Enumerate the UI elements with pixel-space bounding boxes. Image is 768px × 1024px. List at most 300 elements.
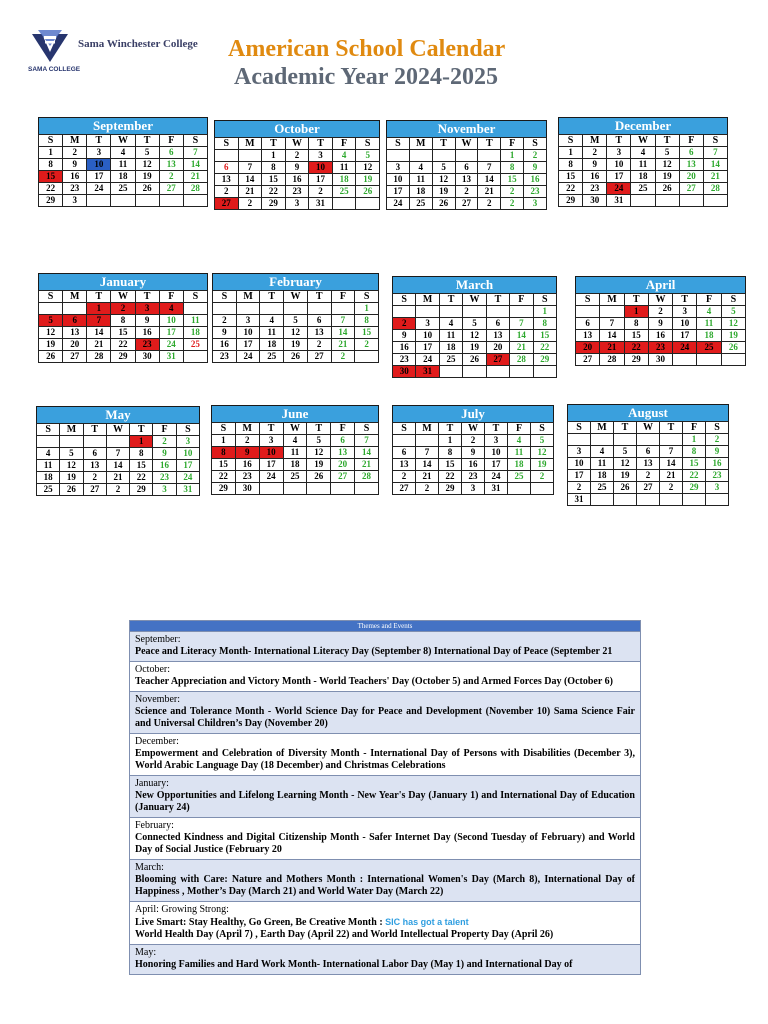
week-row [39,195,208,207]
week-row [215,198,380,210]
day-header: S [213,291,237,303]
day-cell: 4 [260,315,284,327]
day-cell: 2 [462,435,485,447]
month-name: June [211,405,379,422]
day-cell: 4 [409,162,432,174]
day-cell [486,306,509,318]
day-header: S [533,294,556,306]
day-cell: 7 [510,318,533,330]
day-header: T [260,291,284,303]
month-march [392,276,557,378]
day-cell: 15 [262,174,286,186]
day-cell: 2 [238,198,262,210]
school-name: Sama Winchester College [78,38,198,50]
day-cell: 8 [683,446,706,458]
day-cell: 31 [607,195,631,207]
day-cell [703,195,727,207]
day-cell: 21 [331,339,355,351]
day-cell: 5 [356,150,380,162]
day-cell: 23 [213,351,237,363]
day-header: W [648,294,672,306]
day-cell [111,195,135,207]
day-cell: 6 [83,448,106,460]
day-cell: 15 [624,330,648,342]
theme-month: September: [135,634,181,645]
day-cell [679,195,703,207]
week-row [387,174,547,186]
week-row [568,482,729,494]
day-cell: 3 [176,436,199,448]
day-cell: 3 [259,435,283,447]
day-header: T [259,423,283,435]
day-cell: 4 [697,306,721,318]
day-cell: 15 [559,171,583,183]
week-row [39,327,208,339]
day-header: M [409,138,432,150]
day-cell [260,303,284,315]
day-cell: 17 [236,339,260,351]
day-cell [87,195,111,207]
day-cell: 13 [331,447,355,459]
day-cell [159,195,183,207]
theme-row [130,691,640,733]
day-cell [531,483,554,495]
day-header: S [183,291,207,303]
day-cell: 31 [485,483,508,495]
day-cell: 9 [213,327,237,339]
day-cell: 3 [462,483,485,495]
day-header: S [176,424,199,436]
day-cell: 2 [648,306,672,318]
week-row [576,342,746,354]
day-cell: 21 [416,471,439,483]
day-cell: 7 [478,162,501,174]
day-cell: 3 [568,446,591,458]
day-cell: 6 [159,147,183,159]
day-header: W [111,291,135,303]
day-cell: 9 [63,159,87,171]
day-cell: 15 [683,458,706,470]
day-header: S [212,423,236,435]
week-row [568,494,729,506]
day-cell: 1 [130,436,153,448]
day-cell: 18 [591,470,614,482]
day-cell: 3 [485,435,508,447]
day-cell: 11 [508,447,531,459]
theme-row [130,661,640,691]
day-cell: 14 [87,327,111,339]
day-cell: 22 [559,183,583,195]
day-cell: 5 [135,147,159,159]
day-cell: 3 [524,198,547,210]
day-cell: 17 [259,459,283,471]
theme-month: May: [135,947,157,958]
day-cell [660,434,683,446]
day-cell: 14 [355,447,379,459]
day-cell: 27 [215,198,239,210]
day-cell: 8 [624,318,648,330]
page-subtitle: Academic Year 2024-2025 [234,64,498,90]
day-cell: 17 [159,327,183,339]
day-cell: 11 [439,330,462,342]
day-cell: 31 [176,484,199,496]
day-header: F [159,291,183,303]
week-row [215,162,380,174]
day-cell: 6 [307,315,331,327]
day-cell [660,494,683,506]
day-cell: 27 [637,482,660,494]
day-cell: 22 [439,471,462,483]
day-cell: 10 [309,162,333,174]
day-header: T [655,135,679,147]
theme-text: Teacher Appreciation and Victory Month - World Teachers' Day (October 5) and Armed Forces Day (October 6) [135,676,613,687]
day-header: W [463,294,486,306]
month-name: September [38,117,208,134]
day-cell: 14 [600,330,624,342]
day-cell: 12 [614,458,637,470]
theme-highlight: SIC has got a talent [382,917,469,927]
day-cell: 24 [416,354,439,366]
day-header: T [87,291,111,303]
day-cell: 2 [416,483,439,495]
day-cell: 18 [697,330,721,342]
day-header: F [501,138,524,150]
day-cell: 10 [87,159,111,171]
theme-row [130,631,640,661]
day-cell: 28 [703,183,727,195]
day-cell [697,354,721,366]
day-cell: 9 [583,159,607,171]
day-cell: 7 [703,147,727,159]
day-cell: 24 [176,472,199,484]
day-cell: 17 [87,171,111,183]
week-row [393,342,557,354]
day-cell: 15 [355,327,379,339]
day-cell: 3 [673,306,697,318]
day-cell: 15 [39,171,63,183]
day-cell: 10 [387,174,410,186]
day-header: S [721,294,745,306]
month-may [36,406,200,496]
day-header: M [600,294,624,306]
day-cell: 7 [416,447,439,459]
day-cell: 6 [455,162,478,174]
day-header: M [238,138,262,150]
day-cell [416,435,439,447]
month-december [558,117,728,207]
day-cell: 27 [331,471,355,483]
day-cell: 5 [463,318,486,330]
week-row [39,171,208,183]
theme-month: February: [135,820,174,831]
day-cell: 20 [331,459,355,471]
day-cell: 11 [183,315,207,327]
day-cell: 3 [706,482,729,494]
day-cell: 2 [331,351,355,363]
day-cell [721,354,745,366]
themes-heading: Themes and Events [130,621,640,631]
day-header: T [439,423,462,435]
day-cell [215,150,239,162]
day-cell: 20 [486,342,509,354]
day-header: T [673,294,697,306]
day-header: W [283,423,307,435]
day-cell: 1 [39,147,63,159]
month-table [36,423,200,496]
week-row [568,446,729,458]
day-cell: 21 [87,339,111,351]
day-cell: 4 [37,448,60,460]
week-row [568,434,729,446]
day-header: S [576,294,600,306]
day-cell: 3 [309,150,333,162]
month-february [212,273,379,363]
month-november [386,120,547,210]
day-cell: 10 [607,159,631,171]
day-cell: 3 [416,318,439,330]
day-header: M [591,422,614,434]
day-cell [463,306,486,318]
day-cell: 7 [87,315,111,327]
day-cell: 22 [111,339,135,351]
week-row [213,339,379,351]
day-cell: 1 [87,303,111,315]
day-cell: 28 [510,354,533,366]
day-cell: 14 [703,159,727,171]
month-name: February [212,273,379,290]
day-cell: 26 [60,484,83,496]
day-cell: 15 [439,459,462,471]
week-row [559,183,728,195]
theme-month: April: Growing Strong: [135,904,229,915]
day-cell: 16 [213,339,237,351]
day-cell: 18 [37,472,60,484]
month-name: April [575,276,746,293]
day-cell [393,306,416,318]
theme-text: Empowerment and Celebration of Diversity Month - International Day of Persons with Disabilities (December 3), World Arabic Language Day (18 December) and Christmas Celebrations [135,748,635,771]
day-cell: 2 [478,198,501,210]
day-cell: 15 [130,460,153,472]
day-cell: 25 [183,339,207,351]
day-cell: 9 [706,446,729,458]
day-cell: 18 [409,186,432,198]
month-name: July [392,405,554,422]
month-october [214,120,380,210]
theme-text: Connected Kindness and Digital Citizenship Month - Safer Internet Day (Second Tuesday of February) and World Day of Social Justice (February 20 [135,832,635,855]
day-cell: 26 [721,342,745,354]
day-cell [183,303,207,315]
day-cell: 24 [236,351,260,363]
theme-text: New Opportunities and Lifelong Learning Month - New Year's Day (January 1) and International Day of Education (January 24) [135,790,635,813]
day-cell: 11 [409,174,432,186]
month-april [575,276,746,366]
month-name: December [558,117,728,134]
day-cell: 16 [63,171,87,183]
week-row [39,303,208,315]
day-cell: 2 [213,315,237,327]
day-cell [439,366,462,378]
day-cell: 16 [235,459,259,471]
day-cell [478,150,501,162]
week-row [393,366,557,378]
day-cell: 29 [262,198,286,210]
day-header: T [309,138,333,150]
day-cell: 5 [655,147,679,159]
week-row [393,318,557,330]
day-cell [533,366,556,378]
day-header: M [60,424,83,436]
day-cell: 12 [432,174,455,186]
week-row [387,186,547,198]
day-cell [332,198,356,210]
day-cell: 26 [432,198,455,210]
day-cell: 25 [260,351,284,363]
theme-month: March: [135,862,164,873]
day-cell: 4 [631,147,655,159]
day-cell: 19 [307,459,331,471]
day-cell: 28 [183,183,207,195]
day-cell: 1 [262,150,286,162]
day-cell: 18 [439,342,462,354]
themes-events-table [129,620,641,975]
day-cell: 9 [648,318,672,330]
day-cell: 14 [660,458,683,470]
day-header: T [135,291,159,303]
school-crest-icon [28,28,72,64]
day-cell: 7 [660,446,683,458]
day-cell: 24 [259,471,283,483]
day-header: M [235,423,259,435]
day-header: S [393,294,416,306]
day-cell: 7 [183,147,207,159]
day-header: F [679,135,703,147]
day-cell [238,150,262,162]
day-cell: 28 [600,354,624,366]
day-cell: 12 [135,159,159,171]
week-row [393,435,554,447]
day-cell: 14 [106,460,129,472]
day-cell: 26 [135,183,159,195]
day-cell [486,366,509,378]
day-cell: 8 [212,447,236,459]
day-cell: 11 [631,159,655,171]
day-cell [614,434,637,446]
day-cell: 15 [533,330,556,342]
month-name: January [38,273,208,290]
day-cell [83,436,106,448]
day-cell: 27 [393,483,416,495]
day-cell [510,306,533,318]
day-cell: 20 [679,171,703,183]
day-header: S [559,135,583,147]
day-cell [591,434,614,446]
day-cell: 31 [309,198,333,210]
theme-month: November: [135,694,180,705]
day-cell [60,436,83,448]
month-august [567,404,729,506]
day-cell: 26 [284,351,308,363]
week-row [213,315,379,327]
day-cell: 25 [508,471,531,483]
day-cell: 18 [183,327,207,339]
day-cell: 5 [721,306,745,318]
month-january [38,273,208,363]
day-cell [576,306,600,318]
day-cell: 21 [510,342,533,354]
month-table [211,422,379,495]
day-header: S [39,135,63,147]
week-row [37,460,200,472]
month-july [392,405,554,495]
day-cell: 31 [568,494,591,506]
day-header: W [631,135,655,147]
day-cell: 23 [153,472,176,484]
day-cell: 2 [215,186,239,198]
day-cell [259,483,283,495]
day-header: W [462,423,485,435]
day-cell: 11 [37,460,60,472]
day-cell: 16 [285,174,309,186]
day-cell [37,436,60,448]
day-cell: 10 [259,447,283,459]
day-cell: 2 [355,339,379,351]
day-header: S [531,423,554,435]
day-cell: 22 [130,472,153,484]
day-cell: 28 [87,351,111,363]
day-cell: 30 [648,354,672,366]
day-cell: 24 [87,183,111,195]
day-cell: 2 [83,472,106,484]
day-cell: 26 [307,471,331,483]
day-cell: 1 [355,303,379,315]
day-header: S [703,135,727,147]
day-cell [283,483,307,495]
day-cell: 25 [37,484,60,496]
theme-text: Honoring Families and Hard Work Month- International Labor Day (May 1) and International Day of [135,959,573,970]
day-cell: 22 [533,342,556,354]
day-cell: 8 [262,162,286,174]
day-cell: 2 [111,303,135,315]
day-header: S [215,138,239,150]
day-cell: 4 [508,435,531,447]
day-header: W [455,138,478,150]
day-cell: 13 [393,459,416,471]
day-cell [331,483,355,495]
day-header: T [262,138,286,150]
day-cell: 19 [655,171,679,183]
week-row [212,459,379,471]
day-header: T [486,294,509,306]
day-header: W [285,138,309,150]
day-cell [439,306,462,318]
week-row [212,435,379,447]
day-cell: 9 [462,447,485,459]
day-cell [63,303,87,315]
day-cell [213,303,237,315]
day-cell: 17 [607,171,631,183]
week-row [37,448,200,460]
day-cell: 18 [111,171,135,183]
day-cell: 8 [501,162,524,174]
week-row [559,159,728,171]
day-cell: 25 [591,482,614,494]
day-cell: 14 [238,174,262,186]
day-cell: 18 [283,459,307,471]
day-header: M [236,291,260,303]
day-cell: 30 [583,195,607,207]
day-cell [631,195,655,207]
day-cell: 14 [510,330,533,342]
